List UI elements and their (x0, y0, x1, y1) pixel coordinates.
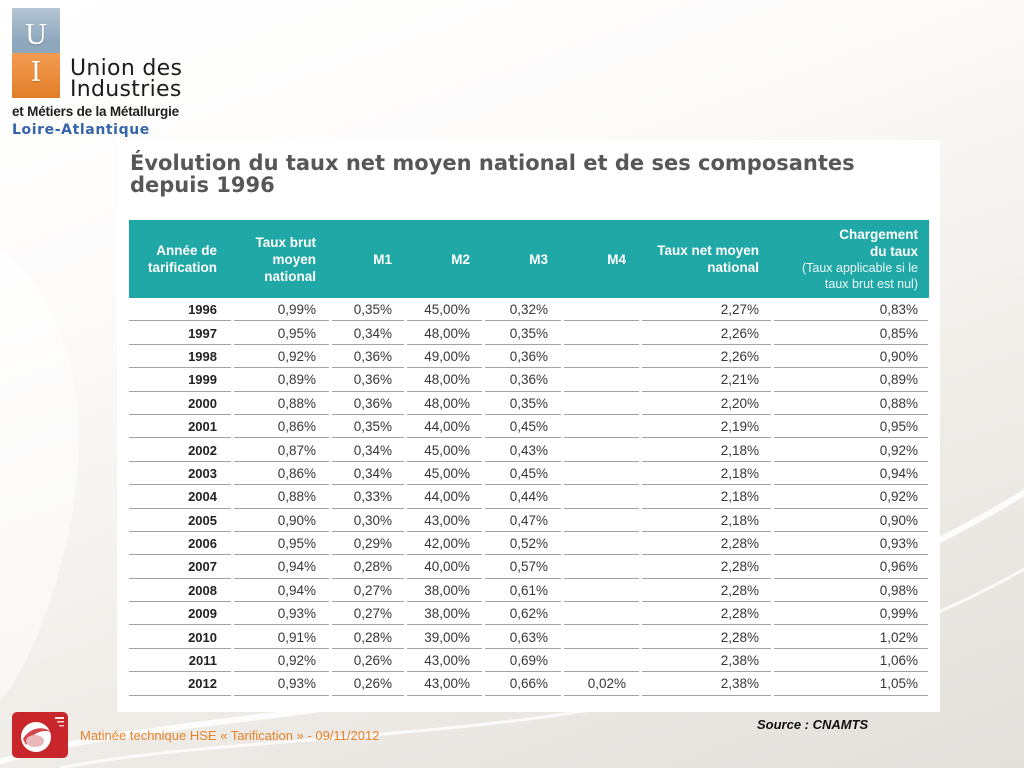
cell-taux-brut: 0,99% (232, 298, 330, 321)
cell-m2: 43,00% (405, 509, 483, 532)
cell-taux-net: 2,19% (640, 415, 772, 438)
column-header-m2 (405, 220, 483, 298)
cell-taux-brut: 0,95% (232, 532, 330, 555)
cell-m4 (562, 649, 640, 672)
logo-subtitle: et Métiers de la Métallurgie (12, 104, 179, 119)
table-row (129, 392, 929, 415)
cell-m2: 48,00% (405, 392, 483, 415)
icon-mark (57, 721, 64, 723)
cell-annee: 2007 (129, 555, 232, 578)
cell-taux-net: 2,18% (640, 509, 772, 532)
icon-shade (26, 735, 44, 747)
column-header-text: national (264, 268, 316, 284)
cell-m2: 45,00% (405, 462, 483, 485)
cell-m2: 44,00% (405, 415, 483, 438)
cell-m1: 0,34% (330, 462, 405, 485)
cell-m3: 0,61% (483, 579, 562, 602)
ui-logo-mark (12, 8, 60, 98)
cell-m3: 0,45% (483, 462, 562, 485)
cell-annee: 2005 (129, 509, 232, 532)
cell-m1: 0,33% (330, 485, 405, 508)
cell-m4 (562, 555, 640, 578)
column-header-text: M3 (529, 251, 548, 267)
cell-taux-brut: 0,89% (232, 368, 330, 391)
table-row (129, 672, 929, 695)
cell-annee: 2003 (129, 462, 232, 485)
cell-m2: 38,00% (405, 579, 483, 602)
cell-taux-net: 2,27% (640, 298, 772, 321)
cell-m2: 42,00% (405, 532, 483, 555)
cell-m1: 0,28% (330, 625, 405, 648)
cell-m4 (562, 509, 640, 532)
cell-chargement: 0,90% (772, 509, 929, 532)
cell-annee: 2010 (129, 625, 232, 648)
cell-m2: 39,00% (405, 625, 483, 648)
cell-annee: 2004 (129, 485, 232, 508)
header-row (129, 220, 929, 298)
cell-chargement: 0,94% (772, 462, 929, 485)
rates-table (129, 220, 929, 696)
cell-annee: 2002 (129, 438, 232, 461)
cell-m3: 0,62% (483, 602, 562, 625)
cell-annee: 2011 (129, 649, 232, 672)
column-header-text: tarification (147, 260, 217, 275)
cell-m4 (562, 368, 640, 391)
cell-annee: 2008 (129, 579, 232, 602)
cell-m3: 0,44% (483, 485, 562, 508)
column-header-text: moyen (272, 251, 316, 267)
column-header-chargement (772, 220, 929, 298)
cell-taux-net: 2,21% (640, 368, 772, 391)
cell-m1: 0,30% (330, 509, 405, 532)
column-header-note: taux brut est nul) (824, 277, 918, 291)
table-body (129, 298, 929, 696)
cell-m1: 0,36% (330, 368, 405, 391)
logo-letter-i: I (12, 53, 60, 98)
cell-m1: 0,36% (330, 392, 405, 415)
cell-m1: 0,34% (330, 438, 405, 461)
slide-title-line2: depuis 1996 (130, 173, 275, 197)
cell-m2: 49,00% (405, 345, 483, 368)
logo-name-line1: Union des (70, 56, 183, 81)
cell-taux-brut: 0,92% (232, 345, 330, 368)
cell-m3: 0,36% (483, 368, 562, 391)
cell-chargement: 0,99% (772, 602, 929, 625)
cell-taux-net: 2,18% (640, 462, 772, 485)
cell-m2: 45,00% (405, 298, 483, 321)
cell-taux-net: 2,28% (640, 579, 772, 602)
cell-m3: 0,36% (483, 345, 562, 368)
cell-m3: 0,32% (483, 298, 562, 321)
cell-chargement: 0,92% (772, 485, 929, 508)
cell-taux-brut: 0,93% (232, 602, 330, 625)
column-header-text: Taux net moyen (657, 243, 759, 258)
cell-m1: 0,26% (330, 649, 405, 672)
cell-chargement: 1,05% (772, 672, 929, 695)
background-swoosh (0, 250, 79, 700)
cell-m1: 0,36% (330, 345, 405, 368)
cell-m3: 0,47% (483, 509, 562, 532)
uimm-globe-icon (12, 712, 68, 758)
cell-m1: 0,35% (330, 415, 405, 438)
cell-taux-brut: 0,86% (232, 415, 330, 438)
column-header-note: (Taux applicable si le (801, 260, 918, 275)
cell-taux-brut: 0,92% (232, 649, 330, 672)
cell-chargement: 0,89% (772, 368, 929, 391)
cell-m3: 0,35% (483, 321, 562, 344)
cell-m1: 0,34% (330, 321, 405, 344)
cell-annee: 2009 (129, 602, 232, 625)
table-row (129, 298, 929, 321)
cell-m4 (562, 345, 640, 368)
cell-taux-net: 2,28% (640, 625, 772, 648)
cell-chargement: 0,90% (772, 345, 929, 368)
cell-m4 (562, 438, 640, 461)
cell-m2: 44,00% (405, 485, 483, 508)
column-header-text: Année de (156, 243, 217, 258)
icon-mark (59, 725, 64, 727)
table-row (129, 602, 929, 625)
column-header-text: M4 (607, 251, 626, 267)
column-header-text: M2 (451, 251, 470, 267)
cell-chargement: 0,92% (772, 438, 929, 461)
logo-name-line2: Industries (70, 77, 182, 102)
cell-m4 (562, 532, 640, 555)
table-row (129, 462, 929, 485)
table-row (129, 485, 929, 508)
cell-chargement: 1,02% (772, 625, 929, 648)
cell-taux-net: 2,28% (640, 602, 772, 625)
cell-chargement: 0,96% (772, 555, 929, 578)
cell-annee: 1999 (129, 368, 232, 391)
cell-taux-net: 2,28% (640, 555, 772, 578)
cell-chargement: 0,83% (772, 298, 929, 321)
cell-taux-brut: 0,87% (232, 438, 330, 461)
cell-m2: 48,00% (405, 368, 483, 391)
footer-event-label: Matinée technique HSE « Tarification » - 09/11/2012 (80, 728, 380, 743)
table-row (129, 321, 929, 344)
logo-region: Loire-Atlantique (12, 122, 150, 138)
table-row (129, 625, 929, 648)
cell-m1: 0,35% (330, 298, 405, 321)
cell-m2: 40,00% (405, 555, 483, 578)
cell-taux-brut: 0,90% (232, 509, 330, 532)
cell-m4 (562, 579, 640, 602)
column-header-text: Taux brut (255, 234, 316, 250)
cell-m2: 38,00% (405, 602, 483, 625)
cell-annee: 2001 (129, 415, 232, 438)
cell-m4 (562, 298, 640, 321)
cell-m3: 0,43% (483, 438, 562, 461)
cell-taux-net: 2,18% (640, 438, 772, 461)
table-row (129, 649, 929, 672)
cell-chargement: 0,85% (772, 321, 929, 344)
cell-m4 (562, 625, 640, 648)
cell-chargement: 0,93% (772, 532, 929, 555)
cell-m4 (562, 462, 640, 485)
column-header-taux-brut (232, 220, 330, 298)
cell-annee: 2000 (129, 392, 232, 415)
column-header-taux-net (640, 220, 772, 298)
cell-taux-brut: 0,88% (232, 485, 330, 508)
column-header-text: national (707, 260, 759, 275)
cell-chargement: 1,06% (772, 649, 929, 672)
slide-title (130, 152, 855, 196)
cell-m3: 0,35% (483, 392, 562, 415)
cell-annee: 1996 (129, 298, 232, 321)
cell-m3: 0,57% (483, 555, 562, 578)
column-header-text: M1 (373, 251, 392, 267)
logo-letter-u: U (12, 8, 60, 53)
cell-m1: 0,27% (330, 579, 405, 602)
column-header-text: Chargement (839, 226, 918, 242)
table-row (129, 415, 929, 438)
cell-m1: 0,28% (330, 555, 405, 578)
cell-chargement: 0,95% (772, 415, 929, 438)
source-note: Source : CNAMTS (757, 717, 869, 732)
cell-taux-brut: 0,88% (232, 392, 330, 415)
cell-chargement: 0,98% (772, 579, 929, 602)
cell-annee: 2006 (129, 532, 232, 555)
cell-taux-brut: 0,91% (232, 625, 330, 648)
cell-m2: 43,00% (405, 672, 483, 695)
table-row (129, 509, 929, 532)
column-header-annee (129, 220, 232, 298)
cell-taux-brut: 0,94% (232, 555, 330, 578)
table-row (129, 368, 929, 391)
cell-chargement: 0,88% (772, 392, 929, 415)
cell-taux-brut: 0,86% (232, 462, 330, 485)
cell-m3: 0,45% (483, 415, 562, 438)
cell-m3: 0,52% (483, 532, 562, 555)
cell-taux-net: 2,28% (640, 532, 772, 555)
cell-m1: 0,29% (330, 532, 405, 555)
table-row (129, 438, 929, 461)
column-header-text: du taux (869, 243, 918, 259)
cell-taux-brut: 0,95% (232, 321, 330, 344)
cell-taux-net: 2,20% (640, 392, 772, 415)
column-header-m4 (562, 220, 640, 298)
cell-taux-brut: 0,94% (232, 579, 330, 602)
slide-title-line1: Évolution du taux net moyen national et de ses composantes (130, 151, 855, 175)
cell-m1: 0,26% (330, 672, 405, 695)
cell-taux-net: 2,18% (640, 485, 772, 508)
cell-m1: 0,27% (330, 602, 405, 625)
cell-m4 (562, 485, 640, 508)
cell-m2: 48,00% (405, 321, 483, 344)
cell-taux-net: 2,26% (640, 321, 772, 344)
cell-m3: 0,66% (483, 672, 562, 695)
icon-mark (55, 717, 64, 719)
cell-m4 (562, 321, 640, 344)
cell-m2: 45,00% (405, 438, 483, 461)
column-header-m1 (330, 220, 405, 298)
table-row (129, 579, 929, 602)
table-header (129, 220, 929, 298)
cell-m4: 0,02% (562, 672, 640, 695)
cell-annee: 2012 (129, 672, 232, 695)
cell-m4 (562, 392, 640, 415)
cell-m4 (562, 602, 640, 625)
cell-m3: 0,63% (483, 625, 562, 648)
cell-m4 (562, 415, 640, 438)
cell-taux-brut: 0,93% (232, 672, 330, 695)
table-row (129, 345, 929, 368)
column-header-m3 (483, 220, 562, 298)
cell-taux-net: 2,26% (640, 345, 772, 368)
cell-annee: 1998 (129, 345, 232, 368)
cell-taux-net: 2,38% (640, 672, 772, 695)
table-row (129, 555, 929, 578)
table-row (129, 532, 929, 555)
cell-m2: 43,00% (405, 649, 483, 672)
cell-taux-net: 2,38% (640, 649, 772, 672)
cell-m3: 0,69% (483, 649, 562, 672)
cell-annee: 1997 (129, 321, 232, 344)
